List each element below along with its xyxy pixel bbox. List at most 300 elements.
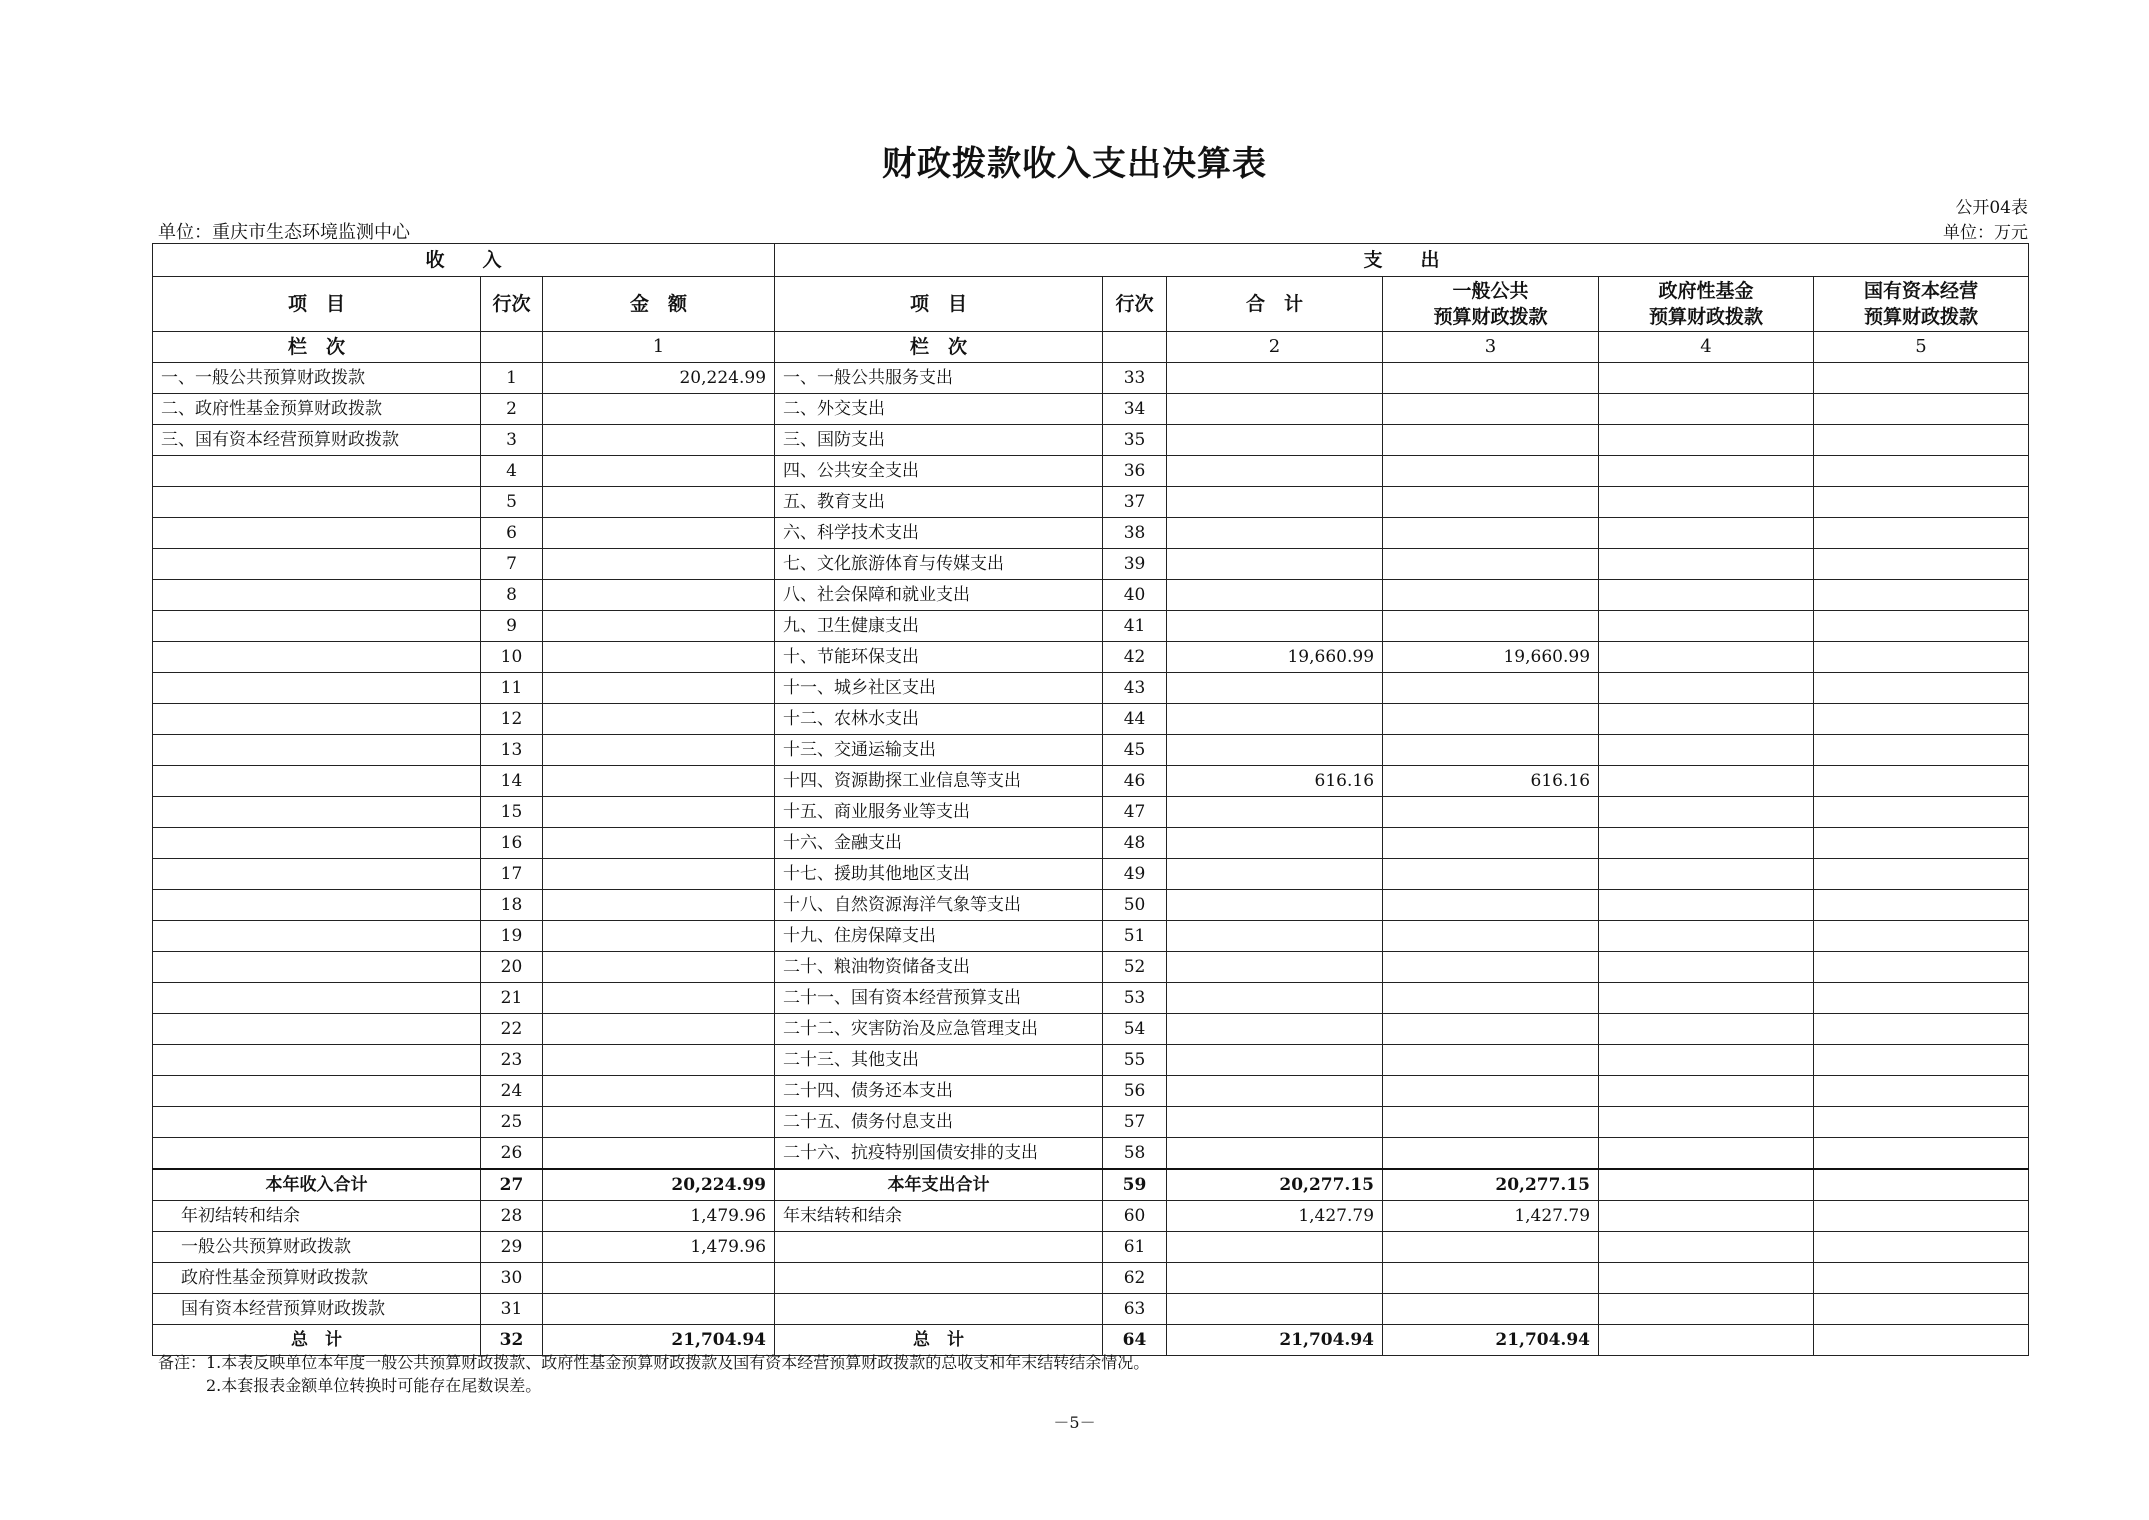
cell-in-no: 4 xyxy=(481,456,543,487)
cell-general xyxy=(1383,549,1599,580)
cell-in-no: 19 xyxy=(481,921,543,952)
table-row xyxy=(153,1138,2029,1170)
cell-ex-item: 十七、援助其他地区支出 xyxy=(775,859,1103,890)
header-gov-fund xyxy=(1599,277,1814,332)
cell-ex-item: 二十一、国有资本经营预算支出 xyxy=(775,983,1103,1014)
table-row xyxy=(153,952,2029,983)
header-fund-l2: 预算财政拨款 xyxy=(1649,306,1764,328)
column-label-expense: 栏 次 xyxy=(775,332,1103,363)
cell-in-amt xyxy=(543,1045,775,1076)
cell-fund xyxy=(1599,1138,1814,1170)
cell-ex-item: 十五、商业服务业等支出 xyxy=(775,797,1103,828)
cell-total xyxy=(1167,1076,1383,1107)
cell-in-item xyxy=(153,1045,481,1076)
cell-general xyxy=(1383,363,1599,394)
cell-fund xyxy=(1599,859,1814,890)
year-total-row xyxy=(153,1169,2029,1201)
table-row xyxy=(153,890,2029,921)
cell-fund xyxy=(1599,394,1814,425)
cell-in-item xyxy=(153,580,481,611)
cell-general xyxy=(1383,1138,1599,1170)
cell-ex-no: 38 xyxy=(1103,518,1167,549)
cell-total xyxy=(1167,549,1383,580)
cell-general xyxy=(1383,611,1599,642)
cell-fund xyxy=(1599,642,1814,673)
cell-in-item: 政府性基金预算财政拨款 xyxy=(153,1263,481,1294)
cell-ex-no: 63 xyxy=(1103,1294,1167,1325)
cell-in-amt xyxy=(543,704,775,735)
cell-total xyxy=(1167,456,1383,487)
cell-in-amt xyxy=(543,983,775,1014)
cell-fund xyxy=(1599,611,1814,642)
cell-state xyxy=(1814,425,2029,456)
cell-ex-no: 33 xyxy=(1103,363,1167,394)
cell-fund xyxy=(1599,704,1814,735)
cell-in-no: 23 xyxy=(481,1045,543,1076)
cell-ex-no: 53 xyxy=(1103,983,1167,1014)
cell-in-item: 年初结转和结余 xyxy=(153,1201,481,1232)
cell-state xyxy=(1814,1076,2029,1107)
cell-total: 20,277.15 xyxy=(1167,1169,1383,1201)
cell-total xyxy=(1167,890,1383,921)
cell-in-amt: 1,479.96 xyxy=(543,1232,775,1263)
cell-total xyxy=(1167,518,1383,549)
cell-state xyxy=(1814,797,2029,828)
cell-state xyxy=(1814,518,2029,549)
cell-total xyxy=(1167,921,1383,952)
cell-in-no: 14 xyxy=(481,766,543,797)
cell-in-amt xyxy=(543,859,775,890)
cell-in-item xyxy=(153,611,481,642)
cell-ex-item: 四、公共安全支出 xyxy=(775,456,1103,487)
cell-general xyxy=(1383,580,1599,611)
cell-in-amt xyxy=(543,890,775,921)
cell-general: 1,427.79 xyxy=(1383,1201,1599,1232)
cell-ex-item: 二十六、抗疫特别国债安排的支出 xyxy=(775,1138,1103,1170)
column-number-1: 1 xyxy=(543,332,775,363)
cell-in-item: 二、政府性基金预算财政拨款 xyxy=(153,394,481,425)
cell-general xyxy=(1383,1076,1599,1107)
cell-general xyxy=(1383,890,1599,921)
cell-ex-item: 七、文化旅游体育与传媒支出 xyxy=(775,549,1103,580)
cell-total xyxy=(1167,859,1383,890)
cell-general xyxy=(1383,921,1599,952)
cell-fund xyxy=(1599,1232,1814,1263)
cell-state xyxy=(1814,890,2029,921)
cell-total xyxy=(1167,828,1383,859)
cell-in-no: 5 xyxy=(481,487,543,518)
cell-in-no: 16 xyxy=(481,828,543,859)
cell-in-no: 13 xyxy=(481,735,543,766)
cell-fund xyxy=(1599,1263,1814,1294)
carryover-row xyxy=(153,1201,2029,1232)
cell-ex-item: 十八、自然资源海洋气象等支出 xyxy=(775,890,1103,921)
column-number-5: 5 xyxy=(1814,332,2029,363)
cell-in-item xyxy=(153,518,481,549)
cell-in-no: 11 xyxy=(481,673,543,704)
cell-ex-no: 60 xyxy=(1103,1201,1167,1232)
cell-in-amt xyxy=(543,425,775,456)
cell-in-item: 三、国有资本经营预算财政拨款 xyxy=(153,425,481,456)
cell-total: 19,660.99 xyxy=(1167,642,1383,673)
cell-in-no: 15 xyxy=(481,797,543,828)
cell-in-amt xyxy=(543,611,775,642)
cell-total xyxy=(1167,580,1383,611)
column-number-row xyxy=(153,332,2029,363)
cell-fund xyxy=(1599,766,1814,797)
cell-in-amt xyxy=(543,952,775,983)
cell-ex-no: 40 xyxy=(1103,580,1167,611)
cell-total xyxy=(1167,1263,1383,1294)
cell-in-item xyxy=(153,1076,481,1107)
cell-fund xyxy=(1599,1076,1814,1107)
column-number-3: 3 xyxy=(1383,332,1599,363)
cell-ex-item: 三、国防支出 xyxy=(775,425,1103,456)
cell-fund xyxy=(1599,456,1814,487)
cell-in-amt xyxy=(543,797,775,828)
section-header-row xyxy=(153,244,2029,277)
cell-fund xyxy=(1599,363,1814,394)
table-row xyxy=(153,983,2029,1014)
table-row xyxy=(153,363,2029,394)
cell-in-item: 国有资本经营预算财政拨款 xyxy=(153,1294,481,1325)
cell-state xyxy=(1814,1014,2029,1045)
column-blank-1 xyxy=(481,332,543,363)
cell-total: 1,427.79 xyxy=(1167,1201,1383,1232)
cell-in-amt xyxy=(543,580,775,611)
cell-in-no: 20 xyxy=(481,952,543,983)
cell-general xyxy=(1383,1045,1599,1076)
cell-state xyxy=(1814,921,2029,952)
table-row xyxy=(153,580,2029,611)
column-blank-2 xyxy=(1103,332,1167,363)
cell-ex-no: 49 xyxy=(1103,859,1167,890)
table-row xyxy=(153,456,2029,487)
cell-ex-no: 44 xyxy=(1103,704,1167,735)
cell-in-no: 10 xyxy=(481,642,543,673)
cell-in-no: 22 xyxy=(481,1014,543,1045)
cell-in-item xyxy=(153,642,481,673)
cell-in-no: 7 xyxy=(481,549,543,580)
cell-in-amt xyxy=(543,1014,775,1045)
cell-in-no: 25 xyxy=(481,1107,543,1138)
cell-fund xyxy=(1599,487,1814,518)
cell-in-no: 2 xyxy=(481,394,543,425)
cell-in-amt xyxy=(543,828,775,859)
header-state-capital xyxy=(1814,277,2029,332)
cell-in-no: 6 xyxy=(481,518,543,549)
column-number-2: 2 xyxy=(1167,332,1383,363)
cell-in-no: 12 xyxy=(481,704,543,735)
cell-in-item xyxy=(153,921,481,952)
cell-ex-item: 六、科学技术支出 xyxy=(775,518,1103,549)
cell-ex-item: 二十五、债务付息支出 xyxy=(775,1107,1103,1138)
cell-fund xyxy=(1599,1169,1814,1201)
cell-general: 21,704.94 xyxy=(1383,1325,1599,1356)
cell-fund xyxy=(1599,828,1814,859)
cell-in-item xyxy=(153,704,481,735)
cell-ex-no: 39 xyxy=(1103,549,1167,580)
cell-fund xyxy=(1599,1045,1814,1076)
cell-ex-no: 52 xyxy=(1103,952,1167,983)
currency-unit: 单位：万元 xyxy=(1943,223,2028,243)
reporting-unit: 单位：重庆市生态环境监测中心 xyxy=(158,222,410,243)
cell-ex-no: 50 xyxy=(1103,890,1167,921)
cell-in-item xyxy=(153,1014,481,1045)
header-general-l2: 预算财政拨款 xyxy=(1433,306,1548,328)
cell-ex-no: 37 xyxy=(1103,487,1167,518)
cell-in-item xyxy=(153,983,481,1014)
cell-state xyxy=(1814,859,2029,890)
table-row xyxy=(153,394,2029,425)
header-general-l1: 一般公共 xyxy=(1452,280,1529,302)
table-row xyxy=(153,425,2029,456)
table-row xyxy=(153,642,2029,673)
cell-ex-no: 46 xyxy=(1103,766,1167,797)
cell-ex-item: 年末结转和结余 xyxy=(775,1201,1103,1232)
cell-ex-no: 55 xyxy=(1103,1045,1167,1076)
header-income-amount: 金 额 xyxy=(543,277,775,332)
cell-in-item xyxy=(153,828,481,859)
table-row xyxy=(153,1107,2029,1138)
cell-ex-item: 二十四、债务还本支出 xyxy=(775,1076,1103,1107)
cell-total xyxy=(1167,704,1383,735)
cell-in-item xyxy=(153,673,481,704)
cell-in-no: 8 xyxy=(481,580,543,611)
cell-in-no: 24 xyxy=(481,1076,543,1107)
cell-ex-no: 43 xyxy=(1103,673,1167,704)
cell-in-no: 29 xyxy=(481,1232,543,1263)
cell-fund xyxy=(1599,425,1814,456)
cell-state xyxy=(1814,549,2029,580)
cell-total xyxy=(1167,1294,1383,1325)
header-income-item: 项 目 xyxy=(153,277,481,332)
cell-ex-item: 一、一般公共服务支出 xyxy=(775,363,1103,394)
cell-fund xyxy=(1599,549,1814,580)
cell-in-no: 21 xyxy=(481,983,543,1014)
cell-in-item xyxy=(153,549,481,580)
header-expense-row-no: 行次 xyxy=(1103,277,1167,332)
header-general-budget xyxy=(1383,277,1599,332)
cell-in-amt xyxy=(543,487,775,518)
notes xyxy=(158,1351,1149,1397)
cell-in-amt xyxy=(543,394,775,425)
cell-in-item xyxy=(153,1138,481,1170)
cell-fund xyxy=(1599,1014,1814,1045)
cell-fund xyxy=(1599,890,1814,921)
table-row xyxy=(153,673,2029,704)
cell-ex-item: 十一、城乡社区支出 xyxy=(775,673,1103,704)
cell-state xyxy=(1814,1294,2029,1325)
cell-fund xyxy=(1599,735,1814,766)
cell-in-amt xyxy=(543,456,775,487)
cell-state xyxy=(1814,487,2029,518)
header-state-l1: 国有资本经营 xyxy=(1864,280,1979,302)
cell-in-no: 30 xyxy=(481,1263,543,1294)
cell-in-amt: 21,704.94 xyxy=(543,1325,775,1356)
cell-in-amt: 20,224.99 xyxy=(543,363,775,394)
cell-state xyxy=(1814,456,2029,487)
cell-state xyxy=(1814,1045,2029,1076)
cell-in-amt xyxy=(543,1138,775,1170)
cell-ex-item: 十四、资源勘探工业信息等支出 xyxy=(775,766,1103,797)
cell-fund xyxy=(1599,797,1814,828)
table-row xyxy=(153,766,2029,797)
cell-ex-no: 45 xyxy=(1103,735,1167,766)
note-line-2: 2.本套报表金额单位转换时可能存在尾数误差。 xyxy=(206,1376,542,1395)
cell-in-no: 17 xyxy=(481,859,543,890)
table-row xyxy=(153,859,2029,890)
cell-in-amt xyxy=(543,1107,775,1138)
cell-general xyxy=(1383,673,1599,704)
cell-ex-item: 十三、交通运输支出 xyxy=(775,735,1103,766)
cell-in-item: 一般公共预算财政拨款 xyxy=(153,1232,481,1263)
cell-general xyxy=(1383,1232,1599,1263)
cell-total xyxy=(1167,363,1383,394)
cell-ex-no: 35 xyxy=(1103,425,1167,456)
cell-in-amt xyxy=(543,735,775,766)
cell-ex-no: 64 xyxy=(1103,1325,1167,1356)
cell-total xyxy=(1167,735,1383,766)
cell-ex-item: 八、社会保障和就业支出 xyxy=(775,580,1103,611)
cell-in-amt xyxy=(543,1263,775,1294)
cell-fund xyxy=(1599,1325,1814,1356)
cell-ex-item: 九、卫生健康支出 xyxy=(775,611,1103,642)
cell-ex-item: 十二、农林水支出 xyxy=(775,704,1103,735)
header-income-row-no: 行次 xyxy=(481,277,543,332)
cell-fund xyxy=(1599,983,1814,1014)
cell-in-no: 1 xyxy=(481,363,543,394)
cell-in-no: 28 xyxy=(481,1201,543,1232)
cell-in-no: 3 xyxy=(481,425,543,456)
cell-in-no: 26 xyxy=(481,1138,543,1170)
cell-state xyxy=(1814,704,2029,735)
cell-ex-item xyxy=(775,1263,1103,1294)
cell-in-item xyxy=(153,890,481,921)
cell-state xyxy=(1814,1138,2029,1170)
cell-total xyxy=(1167,1138,1383,1170)
cell-total xyxy=(1167,673,1383,704)
cell-general xyxy=(1383,828,1599,859)
cell-fund xyxy=(1599,580,1814,611)
cell-general: 19,660.99 xyxy=(1383,642,1599,673)
cell-ex-no: 48 xyxy=(1103,828,1167,859)
note-line-1: 备注：1.本表反映单位本年度一般公共预算财政拨款、政府性基金预算财政拨款及国有资本经营预算财政拨款的总收支和年末结转结余情况。 xyxy=(158,1353,1150,1372)
carryover-row xyxy=(153,1232,2029,1263)
cell-in-amt xyxy=(543,642,775,673)
table-row xyxy=(153,611,2029,642)
cell-in-item: 一、一般公共预算财政拨款 xyxy=(153,363,481,394)
cell-ex-no: 36 xyxy=(1103,456,1167,487)
budget-table xyxy=(152,243,2029,1356)
table-row xyxy=(153,1076,2029,1107)
cell-total xyxy=(1167,394,1383,425)
cell-in-item xyxy=(153,952,481,983)
cell-total xyxy=(1167,1045,1383,1076)
cell-ex-no: 54 xyxy=(1103,1014,1167,1045)
cell-ex-no: 34 xyxy=(1103,394,1167,425)
cell-in-amt xyxy=(543,766,775,797)
cell-state xyxy=(1814,394,2029,425)
cell-general xyxy=(1383,1294,1599,1325)
cell-total xyxy=(1167,797,1383,828)
cell-ex-item: 十、节能环保支出 xyxy=(775,642,1103,673)
cell-total: 21,704.94 xyxy=(1167,1325,1383,1356)
cell-in-amt xyxy=(543,921,775,952)
form-code: 公开04表 xyxy=(1955,198,2028,218)
cell-in-item xyxy=(153,735,481,766)
header-expense-item: 项 目 xyxy=(775,277,1103,332)
cell-in-no: 9 xyxy=(481,611,543,642)
cell-in-amt xyxy=(543,1076,775,1107)
cell-in-no: 18 xyxy=(481,890,543,921)
table-row xyxy=(153,1014,2029,1045)
income-section-title: 收 入 xyxy=(153,244,775,277)
cell-state xyxy=(1814,611,2029,642)
column-label-income: 栏 次 xyxy=(153,332,481,363)
header-total: 合 计 xyxy=(1167,277,1383,332)
cell-ex-item: 二十、粮油物资储备支出 xyxy=(775,952,1103,983)
cell-general xyxy=(1383,735,1599,766)
cell-in-amt xyxy=(543,1294,775,1325)
cell-fund xyxy=(1599,952,1814,983)
cell-ex-item: 二、外交支出 xyxy=(775,394,1103,425)
cell-state xyxy=(1814,1325,2029,1356)
table-row xyxy=(153,921,2029,952)
cell-general xyxy=(1383,1263,1599,1294)
cell-total xyxy=(1167,425,1383,456)
cell-state xyxy=(1814,1263,2029,1294)
cell-total xyxy=(1167,983,1383,1014)
header-state-l2: 预算财政拨款 xyxy=(1864,306,1979,328)
cell-ex-no: 59 xyxy=(1103,1169,1167,1201)
cell-in-item xyxy=(153,1107,481,1138)
cell-fund xyxy=(1599,1107,1814,1138)
cell-general xyxy=(1383,1014,1599,1045)
cell-ex-item xyxy=(775,1294,1103,1325)
table-row xyxy=(153,704,2029,735)
table-row xyxy=(153,518,2029,549)
cell-ex-item: 本年支出合计 xyxy=(775,1169,1103,1201)
cell-in-item xyxy=(153,797,481,828)
cell-state xyxy=(1814,766,2029,797)
cell-fund xyxy=(1599,921,1814,952)
cell-state xyxy=(1814,1201,2029,1232)
cell-in-no: 31 xyxy=(481,1294,543,1325)
cell-state xyxy=(1814,828,2029,859)
cell-state xyxy=(1814,735,2029,766)
cell-state xyxy=(1814,363,2029,394)
cell-ex-item: 二十三、其他支出 xyxy=(775,1045,1103,1076)
cell-fund xyxy=(1599,673,1814,704)
cell-in-item xyxy=(153,487,481,518)
cell-general xyxy=(1383,1107,1599,1138)
cell-in-item: 本年收入合计 xyxy=(153,1169,481,1201)
table-row xyxy=(153,828,2029,859)
cell-total xyxy=(1167,1107,1383,1138)
page-title: 财政拨款收入支出决算表 xyxy=(882,144,1267,184)
table-row xyxy=(153,487,2029,518)
cell-total xyxy=(1167,952,1383,983)
cell-in-no: 27 xyxy=(481,1169,543,1201)
cell-total: 616.16 xyxy=(1167,766,1383,797)
cell-state xyxy=(1814,673,2029,704)
cell-in-item: 总 计 xyxy=(153,1325,481,1356)
cell-ex-no: 56 xyxy=(1103,1076,1167,1107)
cell-ex-no: 62 xyxy=(1103,1263,1167,1294)
cell-ex-item xyxy=(775,1232,1103,1263)
column-number-4: 4 xyxy=(1599,332,1814,363)
